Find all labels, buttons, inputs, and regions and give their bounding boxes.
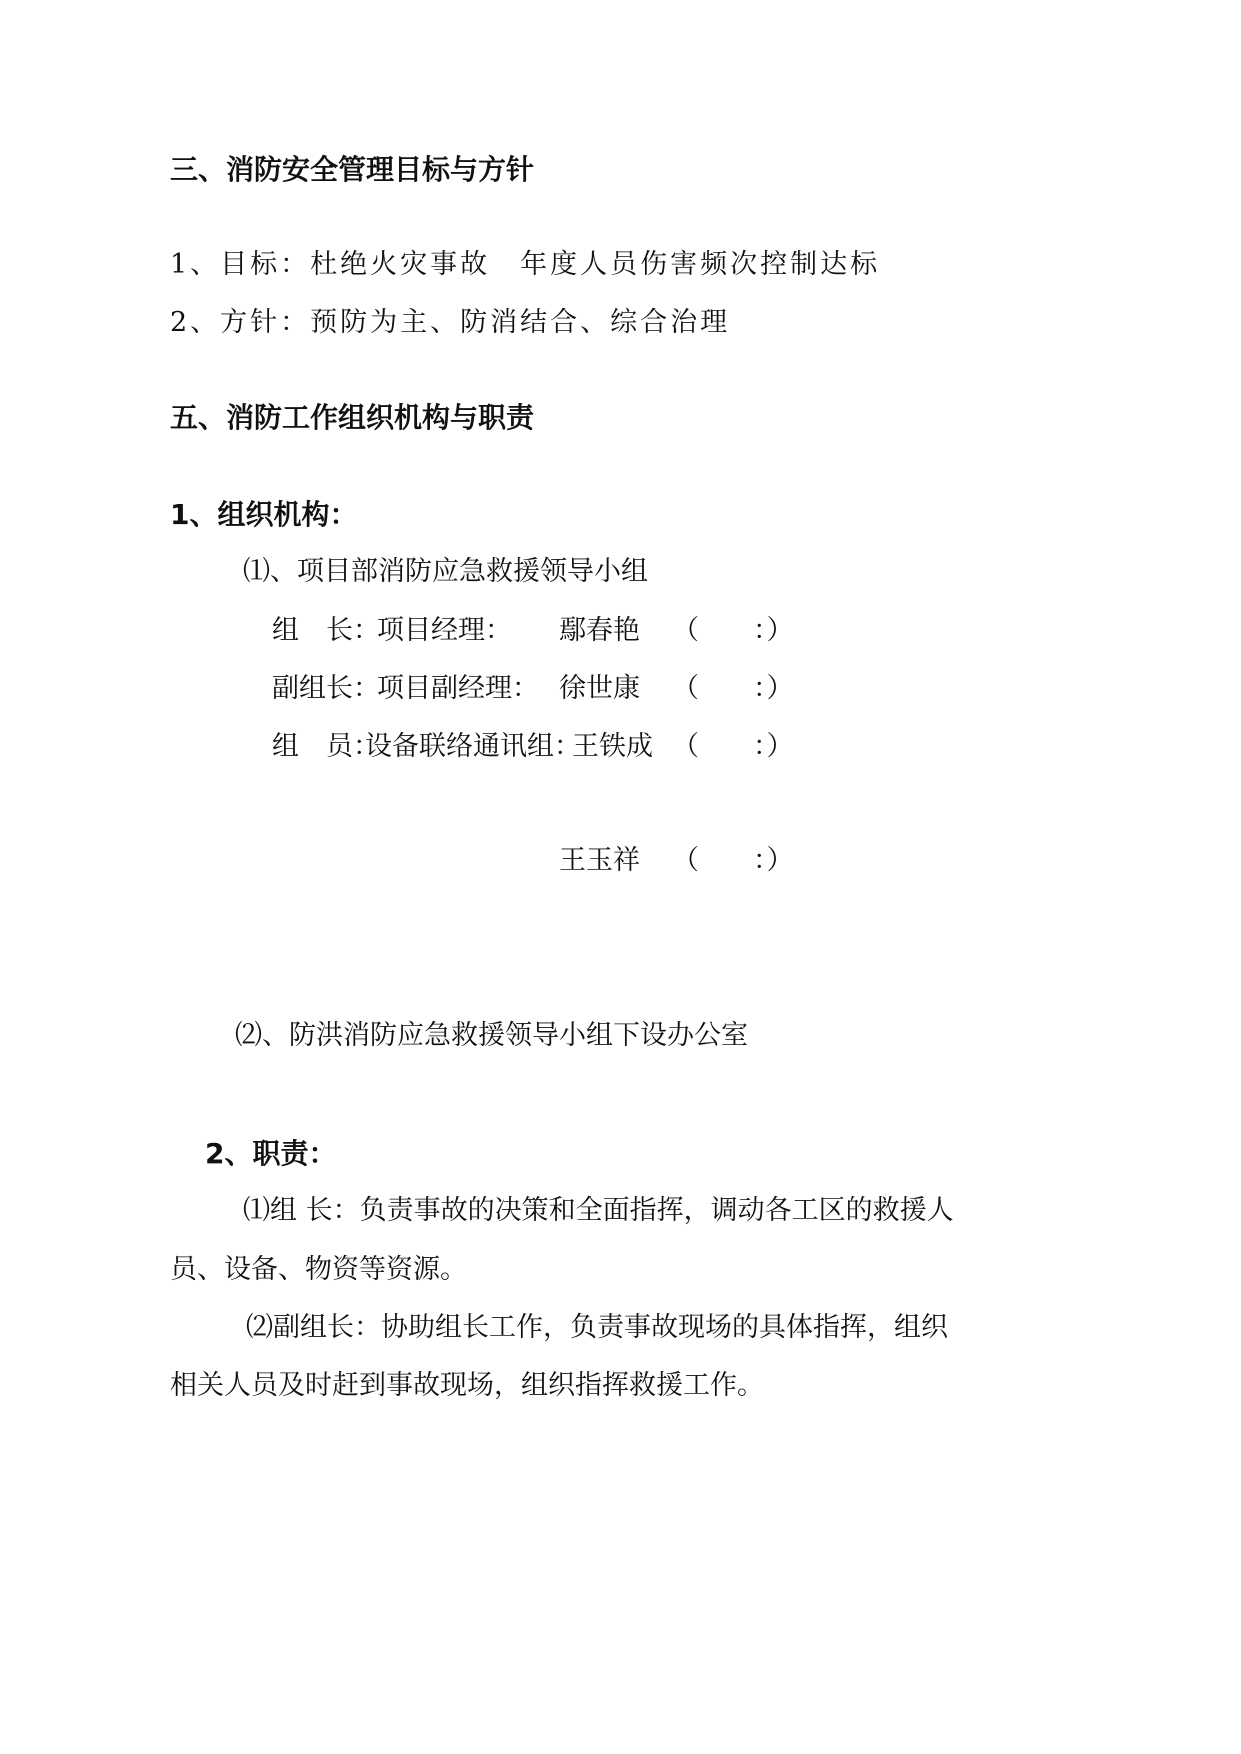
member-contact: （ ：） (672, 845, 794, 876)
member-name: 徐世康 (559, 673, 640, 704)
group2-title: ⑵、防洪消防应急救援领导小组下设办公室 (235, 1020, 748, 1051)
member-contact: （ ：） (672, 731, 794, 762)
member-role: 组 员： (272, 731, 380, 762)
member-name: 鄢春艳 (559, 615, 640, 646)
policy-line: 2、方针：预防为主、防消结合、综合治理 (170, 307, 731, 338)
duty-heading: 2、职责： (205, 1137, 337, 1170)
member-role: 副组长： (272, 673, 380, 704)
target-line: 1、目标：杜绝火灾事故 年度人员伤害频次控制达标 (170, 249, 881, 280)
duty2-line2: 相关人员及时赶到事故现场，组织指挥救援工作。 (170, 1370, 764, 1401)
duty1-line2: 员、设备、物资等资源。 (170, 1254, 467, 1285)
member-position: 设备联络通讯组： (365, 731, 581, 762)
member-contact: （ ：） (672, 615, 794, 646)
member-role: 组 长： (272, 615, 380, 646)
org-heading: 1、组织机构： (170, 498, 358, 531)
section3-heading: 三、消防安全管理目标与方针 (170, 153, 535, 186)
member-contact: （ ：） (672, 673, 794, 704)
group1-title: ⑴、项目部消防应急救援领导小组 (243, 556, 648, 587)
member-position: 项目经理： (377, 615, 512, 646)
member-position: 项目副经理： (377, 673, 539, 704)
member-name: 王铁成 (572, 731, 653, 762)
member-name: 王玉祥 (559, 845, 640, 876)
duty2-line1: ⑵副组长：协助组长工作，负责事故现场的具体指挥，组织 (246, 1312, 948, 1343)
section5-heading: 五、消防工作组织机构与职责 (170, 401, 535, 434)
duty1-line1: ⑴组 长：负责事故的决策和全面指挥，调动各工区的救援人 (243, 1195, 954, 1226)
